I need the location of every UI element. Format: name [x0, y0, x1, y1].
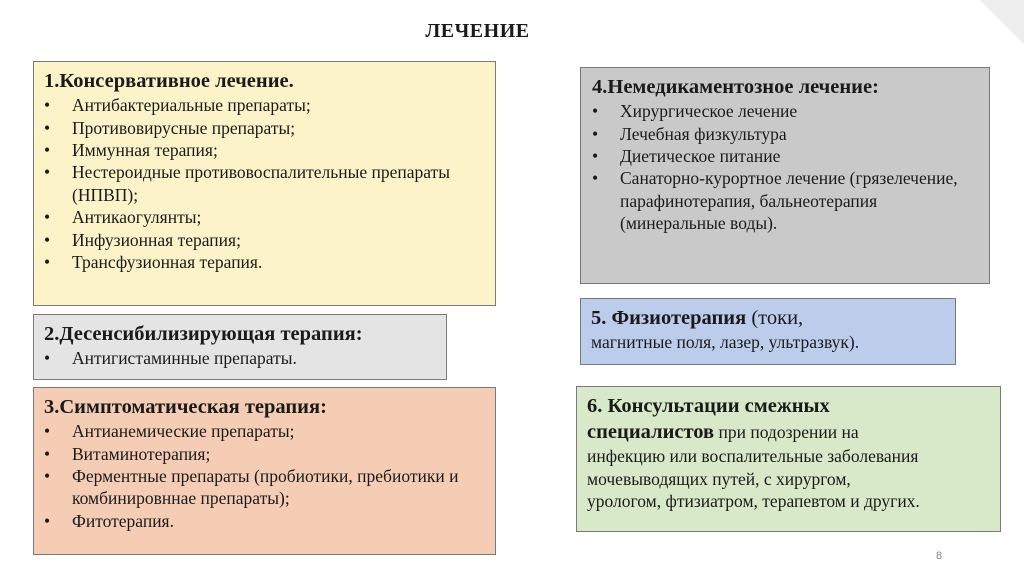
desensitizing-therapy-heading: 2.Десенсибилизирующая терапия:: [44, 323, 363, 345]
list-item: • Противовирусные препараты;: [44, 117, 485, 139]
desensitizing-therapy-list: [44, 347, 436, 369]
list-item: • Антибактериальные препараты;: [44, 94, 485, 116]
list-item: • Ферментные препараты (пробиотики, пребиотики и комбинировннае препараты);: [44, 465, 485, 510]
list-item: • Лечебная физкультура: [592, 123, 979, 145]
consultations-heading-bold: специалистов: [587, 421, 715, 444]
list-item: • Санаторно-курортное лечение (грязелечение, парафинотерапия, бальнеотерапия (минеральные воды).: [592, 167, 979, 234]
corner-decoration: [980, 0, 1024, 44]
physiotherapy-box: [580, 298, 956, 365]
conservative-treatment-list: [44, 94, 485, 273]
conservative-treatment-box: [33, 61, 496, 306]
slide-title: ЛЕЧЕНИЕ: [425, 20, 530, 42]
conservative-treatment-heading: 1.Консервативное лечение.: [44, 70, 294, 92]
consultations-heading: 6. Консультации смежных: [587, 395, 830, 417]
physiotherapy-heading: [591, 305, 945, 331]
physiotherapy-heading-bold: 5. Физиотерапия: [591, 307, 747, 329]
consultations-text-line: инфекцию или воспалительные заболевания: [587, 446, 919, 467]
list-item: • Витаминотерапия;: [44, 443, 485, 465]
non-drug-treatment-heading: 4.Немедикаментозное лечение:: [592, 76, 879, 98]
consultations-text-line: мочевыводящих путей, с хирургом,: [587, 468, 851, 489]
consultations-box: [576, 386, 1001, 532]
consultations-heading-line2: [587, 419, 990, 445]
physiotherapy-text: магнитные поля, лазер, ультразвук).: [591, 332, 860, 353]
list-item: • Диетическое питание: [592, 145, 979, 167]
desensitizing-therapy-box: [33, 314, 447, 380]
list-item: • Антианемические препараты;: [44, 420, 485, 442]
list-item: • Нестероидные противовоспалительные препараты (НПВП);: [44, 161, 485, 206]
list-item: • Фитотерапия.: [44, 510, 485, 532]
symptomatic-therapy-box: [33, 387, 496, 555]
consultations-heading-plain: при подозрении на: [714, 422, 859, 443]
page-number: 8: [936, 550, 943, 562]
list-item: • Иммунная терапия;: [44, 139, 485, 161]
list-item: • Трансфузионная терапия.: [44, 251, 485, 273]
consultations-text-line: урологом, фтизиатром, терапевтом и других.: [587, 491, 920, 512]
non-drug-treatment-box: [580, 67, 990, 284]
list-item: • Хирургическое лечение: [592, 100, 979, 122]
non-drug-treatment-list: [592, 100, 979, 234]
symptomatic-therapy-list: [44, 420, 485, 532]
list-item: • Антикаогулянты;: [44, 206, 485, 228]
symptomatic-therapy-heading: 3.Симптоматическая терапия:: [44, 396, 327, 418]
list-item: • Инфузионная терапия;: [44, 229, 485, 251]
physiotherapy-heading-plain: (токи,: [746, 307, 804, 329]
list-item: • Антигистаминные препараты.: [44, 347, 436, 369]
